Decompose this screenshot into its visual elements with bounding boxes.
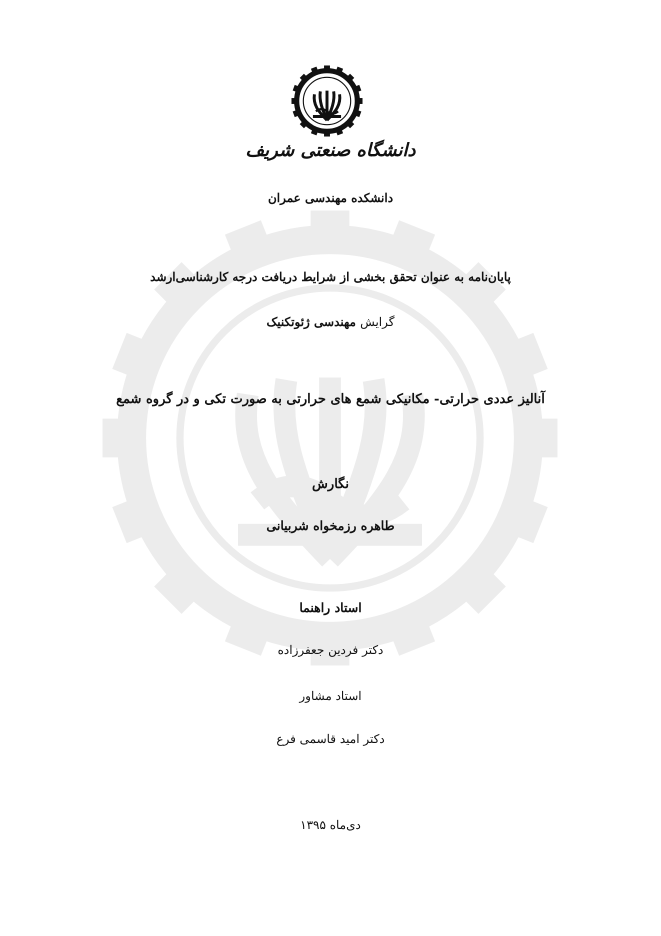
major-name: مهندسی ژئوتکنیک <box>266 315 356 329</box>
supervisor-name: دکتر فردین جعفرزاده <box>277 643 384 657</box>
thesis-major <box>0 315 661 329</box>
supervisor-label: استاد راهنما <box>299 600 362 615</box>
university-name: دانشگاه صنعتی شریف <box>245 140 416 161</box>
thesis-title: آنالیز عددی حرارتی- مکانیکی شمع های حرارتی به صورت تکی و در گروه شمع <box>116 392 545 407</box>
advisor-label: استاد مشاور <box>299 689 362 703</box>
major-lead: گرایش <box>360 315 395 329</box>
thesis-date: دی‌ماه ۱۳۹۵ <box>300 818 361 832</box>
author-label: نگارش <box>312 477 349 492</box>
faculty-name: دانشکده مهندسی عمران <box>267 191 394 205</box>
author-name: طاهره رزمخواه شربیانی <box>266 518 395 533</box>
advisor-name: دکتر امید قاسمی فرع <box>276 732 385 746</box>
sharif-logo-icon <box>290 64 364 138</box>
thesis-purpose: پایان‌نامه به عنوان تحقق بخشی از شرایط دریافت درجه کارشناسی‌ارشد <box>150 270 511 284</box>
